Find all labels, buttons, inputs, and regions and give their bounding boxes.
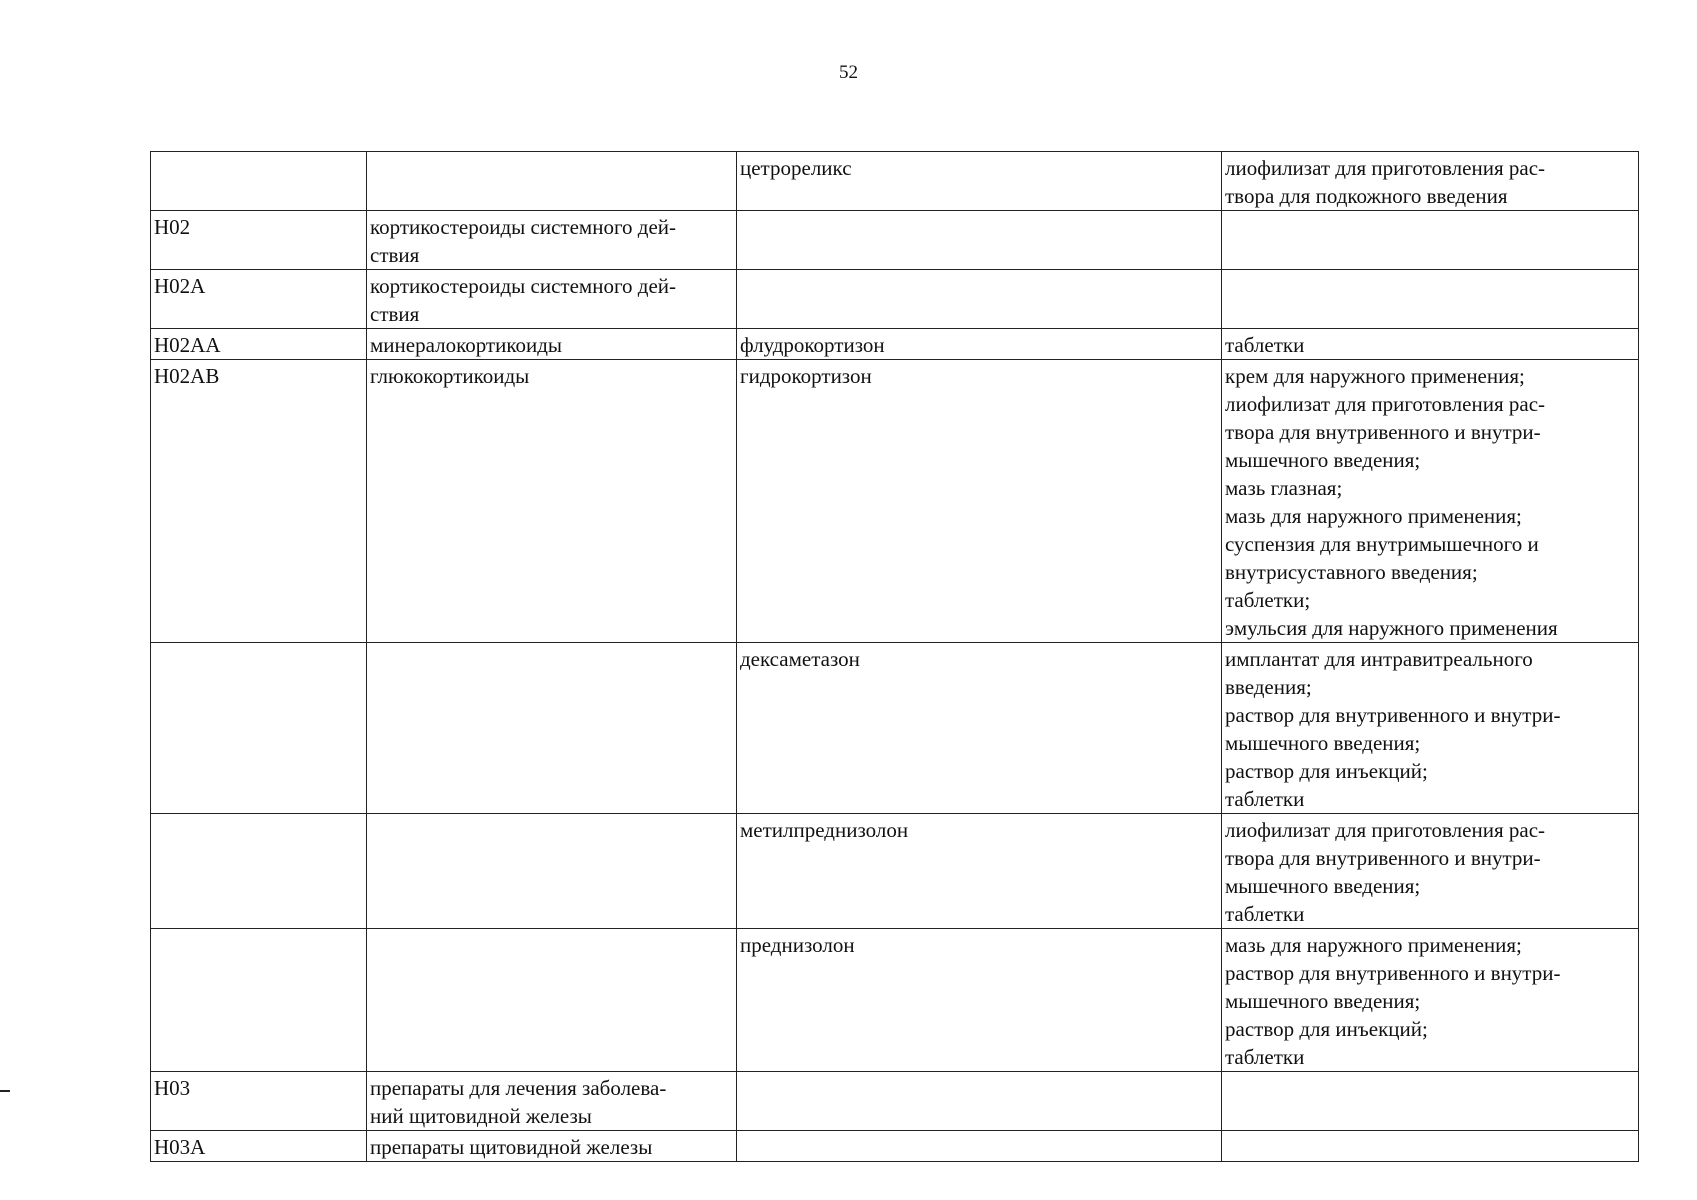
- table-row: [151, 329, 1639, 360]
- dosage-forms-cell: [1222, 1131, 1639, 1162]
- atc-code-cell: H02AA: [151, 329, 367, 360]
- table-row: [151, 360, 1639, 643]
- group-name-cell: кортикостероиды системного дей- ствия: [367, 211, 737, 270]
- atc-code-cell: [151, 643, 367, 814]
- atc-code-cell: H02: [151, 211, 367, 270]
- table-row: [151, 929, 1639, 1072]
- drug-name-cell: [737, 1072, 1222, 1131]
- group-name-cell: [367, 929, 737, 1072]
- medicines-table: [150, 151, 1639, 1162]
- dosage-forms-cell: имплантат для интравитреального введения; раствор для внутривенного и внутри- мышечного введения; раствор для инъекций; таблетки: [1222, 643, 1639, 814]
- group-name-cell: [367, 643, 737, 814]
- group-name-cell: глюкокортикоиды: [367, 360, 737, 643]
- group-name-cell: препараты щитовидной железы: [367, 1131, 737, 1162]
- drug-name-cell: дексаметазон: [737, 643, 1222, 814]
- dosage-forms-cell: [1222, 270, 1639, 329]
- table-row: [151, 270, 1639, 329]
- dosage-forms-cell: таблетки: [1222, 329, 1639, 360]
- dosage-forms-cell: [1222, 211, 1639, 270]
- drug-name-cell: [737, 270, 1222, 329]
- atc-code-cell: H02AB: [151, 360, 367, 643]
- table-row: [151, 1072, 1639, 1131]
- table-row: [151, 152, 1639, 211]
- atc-code-cell: H02A: [151, 270, 367, 329]
- drug-name-cell: цетрореликс: [737, 152, 1222, 211]
- dosage-forms-cell: лиофилизат для приготовления рас- твора для внутривенного и внутри- мышечного введения; таблетки: [1222, 814, 1639, 929]
- drug-name-cell: [737, 211, 1222, 270]
- drug-name-cell: флудрокортизон: [737, 329, 1222, 360]
- dosage-forms-cell: крем для наружного применения; лиофилизат для приготовления рас- твора для внутривенного и внутри- мышечного введения; мазь глазная; мазь для наружного применения; суспензия для внутримышечного и внутрисуставного введения; таблетки; эмульсия для наружного применения: [1222, 360, 1639, 643]
- margin-scan-mark: [0, 1090, 10, 1092]
- group-name-cell: [367, 814, 737, 929]
- atc-code-cell: [151, 152, 367, 211]
- atc-code-cell: [151, 929, 367, 1072]
- group-name-cell: [367, 152, 737, 211]
- medicines-table-container: [150, 151, 1638, 1162]
- page-number: 52: [839, 62, 858, 83]
- drug-name-cell: метилпреднизолон: [737, 814, 1222, 929]
- drug-name-cell: преднизолон: [737, 929, 1222, 1072]
- drug-name-cell: гидрокортизон: [737, 360, 1222, 643]
- dosage-forms-cell: лиофилизат для приготовления рас- твора для подкожного введения: [1222, 152, 1639, 211]
- atc-code-cell: H03A: [151, 1131, 367, 1162]
- group-name-cell: кортикостероиды системного дей- ствия: [367, 270, 737, 329]
- group-name-cell: минералокортикоиды: [367, 329, 737, 360]
- table-row: [151, 814, 1639, 929]
- table-row: [151, 211, 1639, 270]
- dosage-forms-cell: [1222, 1072, 1639, 1131]
- table-row: [151, 643, 1639, 814]
- group-name-cell: препараты для лечения заболева- ний щитовидной железы: [367, 1072, 737, 1131]
- atc-code-cell: H03: [151, 1072, 367, 1131]
- atc-code-cell: [151, 814, 367, 929]
- dosage-forms-cell: мазь для наружного применения; раствор для внутривенного и внутри- мышечного введения; раствор для инъекций; таблетки: [1222, 929, 1639, 1072]
- drug-name-cell: [737, 1131, 1222, 1162]
- table-row: [151, 1131, 1639, 1162]
